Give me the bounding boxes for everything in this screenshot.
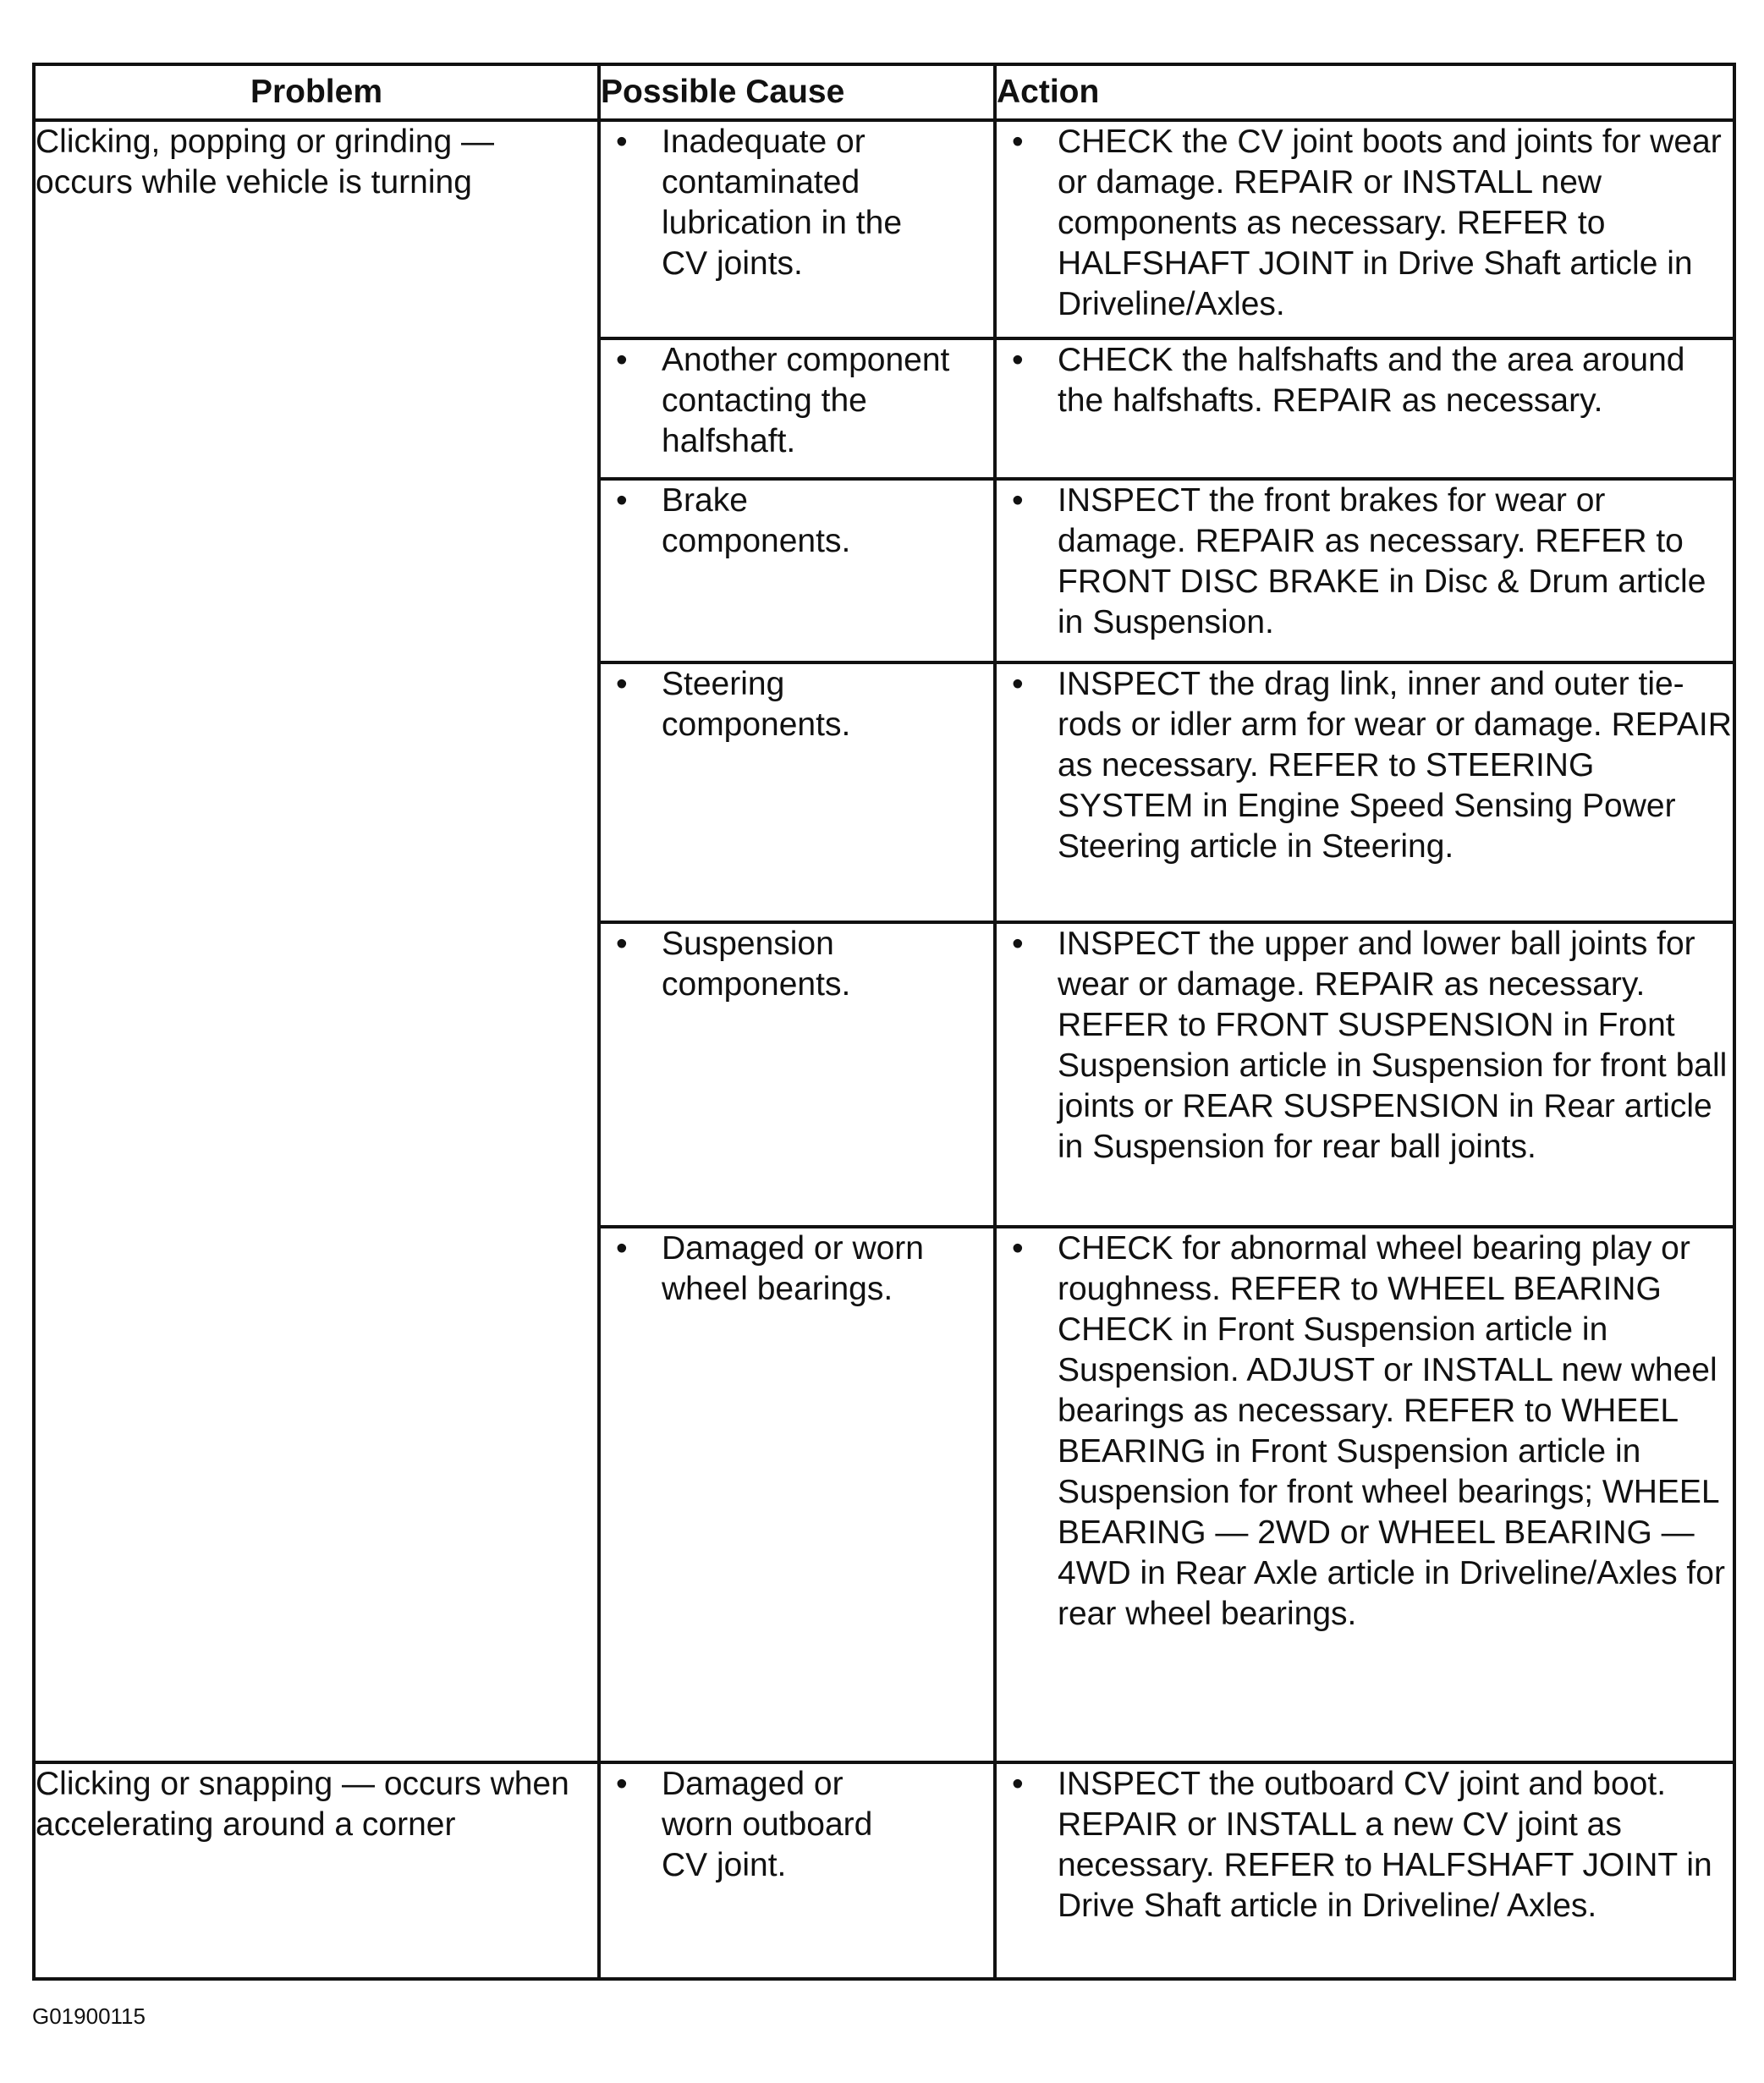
cause-cell xyxy=(599,479,995,662)
cause-cell xyxy=(599,338,995,479)
bullet-icon: • xyxy=(1012,666,1024,702)
cause-text: Brake components. xyxy=(662,482,851,559)
header-action: Action xyxy=(995,64,1734,120)
header-row xyxy=(34,64,1734,120)
cause-cell xyxy=(599,1762,995,1979)
cause-text: Inadequate or contaminated lubrication in the CV joints. xyxy=(662,124,903,282)
cause-text: Suspension components. xyxy=(662,926,851,1003)
bullet-icon: • xyxy=(1012,124,1024,160)
bullet-icon: • xyxy=(1012,482,1024,519)
problem-text: Clicking, popping or grinding — occurs while vehicle is turning xyxy=(36,124,494,201)
action-text: CHECK for abnormal wheel bearing play or roughness. REFER to WHEEL BEARING CHECK in Front Suspension article in Suspension. ADJUST or INSTALL new wheel bearings as necessary. REFER to WHEEL BEARING in Front Suspension article in Suspension for front wheel bearings; WHEEL BEARING — 2WD or WHEEL BEARING — 4WD in Rear Axle article in Driveline/Axles for rear wheel bearings. xyxy=(1058,1230,1725,1632)
cause-text: Damaged or worn outboard CV joint. xyxy=(662,1766,873,1883)
action-cell xyxy=(995,1227,1734,1762)
problem-cell xyxy=(34,1762,599,1979)
problem-text: Clicking or snapping — occurs when accelerating around a corner xyxy=(36,1766,569,1843)
action-text: INSPECT the front brakes for wear or damage. REPAIR as necessary. REFER to FRONT DISC BRAKE in Disc & Drum article in Suspension. xyxy=(1058,482,1706,640)
table-row xyxy=(34,1762,1734,1979)
cause-text: Another component contacting the halfshaft. xyxy=(662,342,950,459)
problem-cell xyxy=(34,120,599,1762)
action-cell xyxy=(995,662,1734,922)
action-cell xyxy=(995,338,1734,479)
bullet-icon: • xyxy=(616,1766,628,1802)
cause-cell xyxy=(599,922,995,1227)
header-possible-cause: Possible Cause xyxy=(599,64,995,120)
bullet-icon: • xyxy=(1012,926,1024,962)
bullet-icon: • xyxy=(1012,1230,1024,1267)
cause-text: Steering components. xyxy=(662,666,851,743)
action-cell xyxy=(995,479,1734,662)
action-text: CHECK the CV joint boots and joints for wear or damage. REPAIR or INSTALL new components as necessary. REFER to HALFSHAFT JOINT in Drive Shaft article in Driveline/Axles. xyxy=(1058,124,1722,322)
diagnosis-table xyxy=(32,63,1736,1981)
bullet-icon: • xyxy=(616,666,628,702)
bullet-icon: • xyxy=(616,124,628,160)
action-text: INSPECT the drag link, inner and outer tie-rods or idler arm for wear or damage. REPAIR as necessary. REFER to STEERING SYSTEM in Engine Speed Sensing Power Steering article in Steering. xyxy=(1058,666,1732,865)
bullet-icon: • xyxy=(616,926,628,962)
action-text: CHECK the halfshafts and the area around the halfshafts. REPAIR as necessary. xyxy=(1058,342,1685,419)
bullet-icon: • xyxy=(616,342,628,378)
action-cell xyxy=(995,922,1734,1227)
figure-id: G01900115 xyxy=(32,2003,146,2029)
bullet-icon: • xyxy=(1012,342,1024,378)
cause-cell xyxy=(599,120,995,338)
cause-text: Damaged or worn wheel bearings. xyxy=(662,1230,924,1307)
action-text: INSPECT the outboard CV joint and boot. REPAIR or INSTALL a new CV joint as necessary. REFER to HALFSHAFT JOINT in Drive Shaft article in Driveline/ Axles. xyxy=(1058,1766,1712,1924)
table-row xyxy=(34,120,1734,338)
action-cell xyxy=(995,1762,1734,1979)
bullet-icon: • xyxy=(1012,1766,1024,1802)
action-cell xyxy=(995,120,1734,338)
bullet-icon: • xyxy=(616,1230,628,1267)
action-text: INSPECT the upper and lower ball joints for wear or damage. REPAIR as necessary. REFER to FRONT SUSPENSION in Front Suspension article in Suspension for front ball joints or REAR SUSPENSION in Rear article in Suspension for rear ball joints. xyxy=(1058,926,1728,1165)
bullet-icon: • xyxy=(616,482,628,519)
header-problem: Problem xyxy=(34,64,599,120)
cause-cell xyxy=(599,662,995,922)
cause-cell xyxy=(599,1227,995,1762)
